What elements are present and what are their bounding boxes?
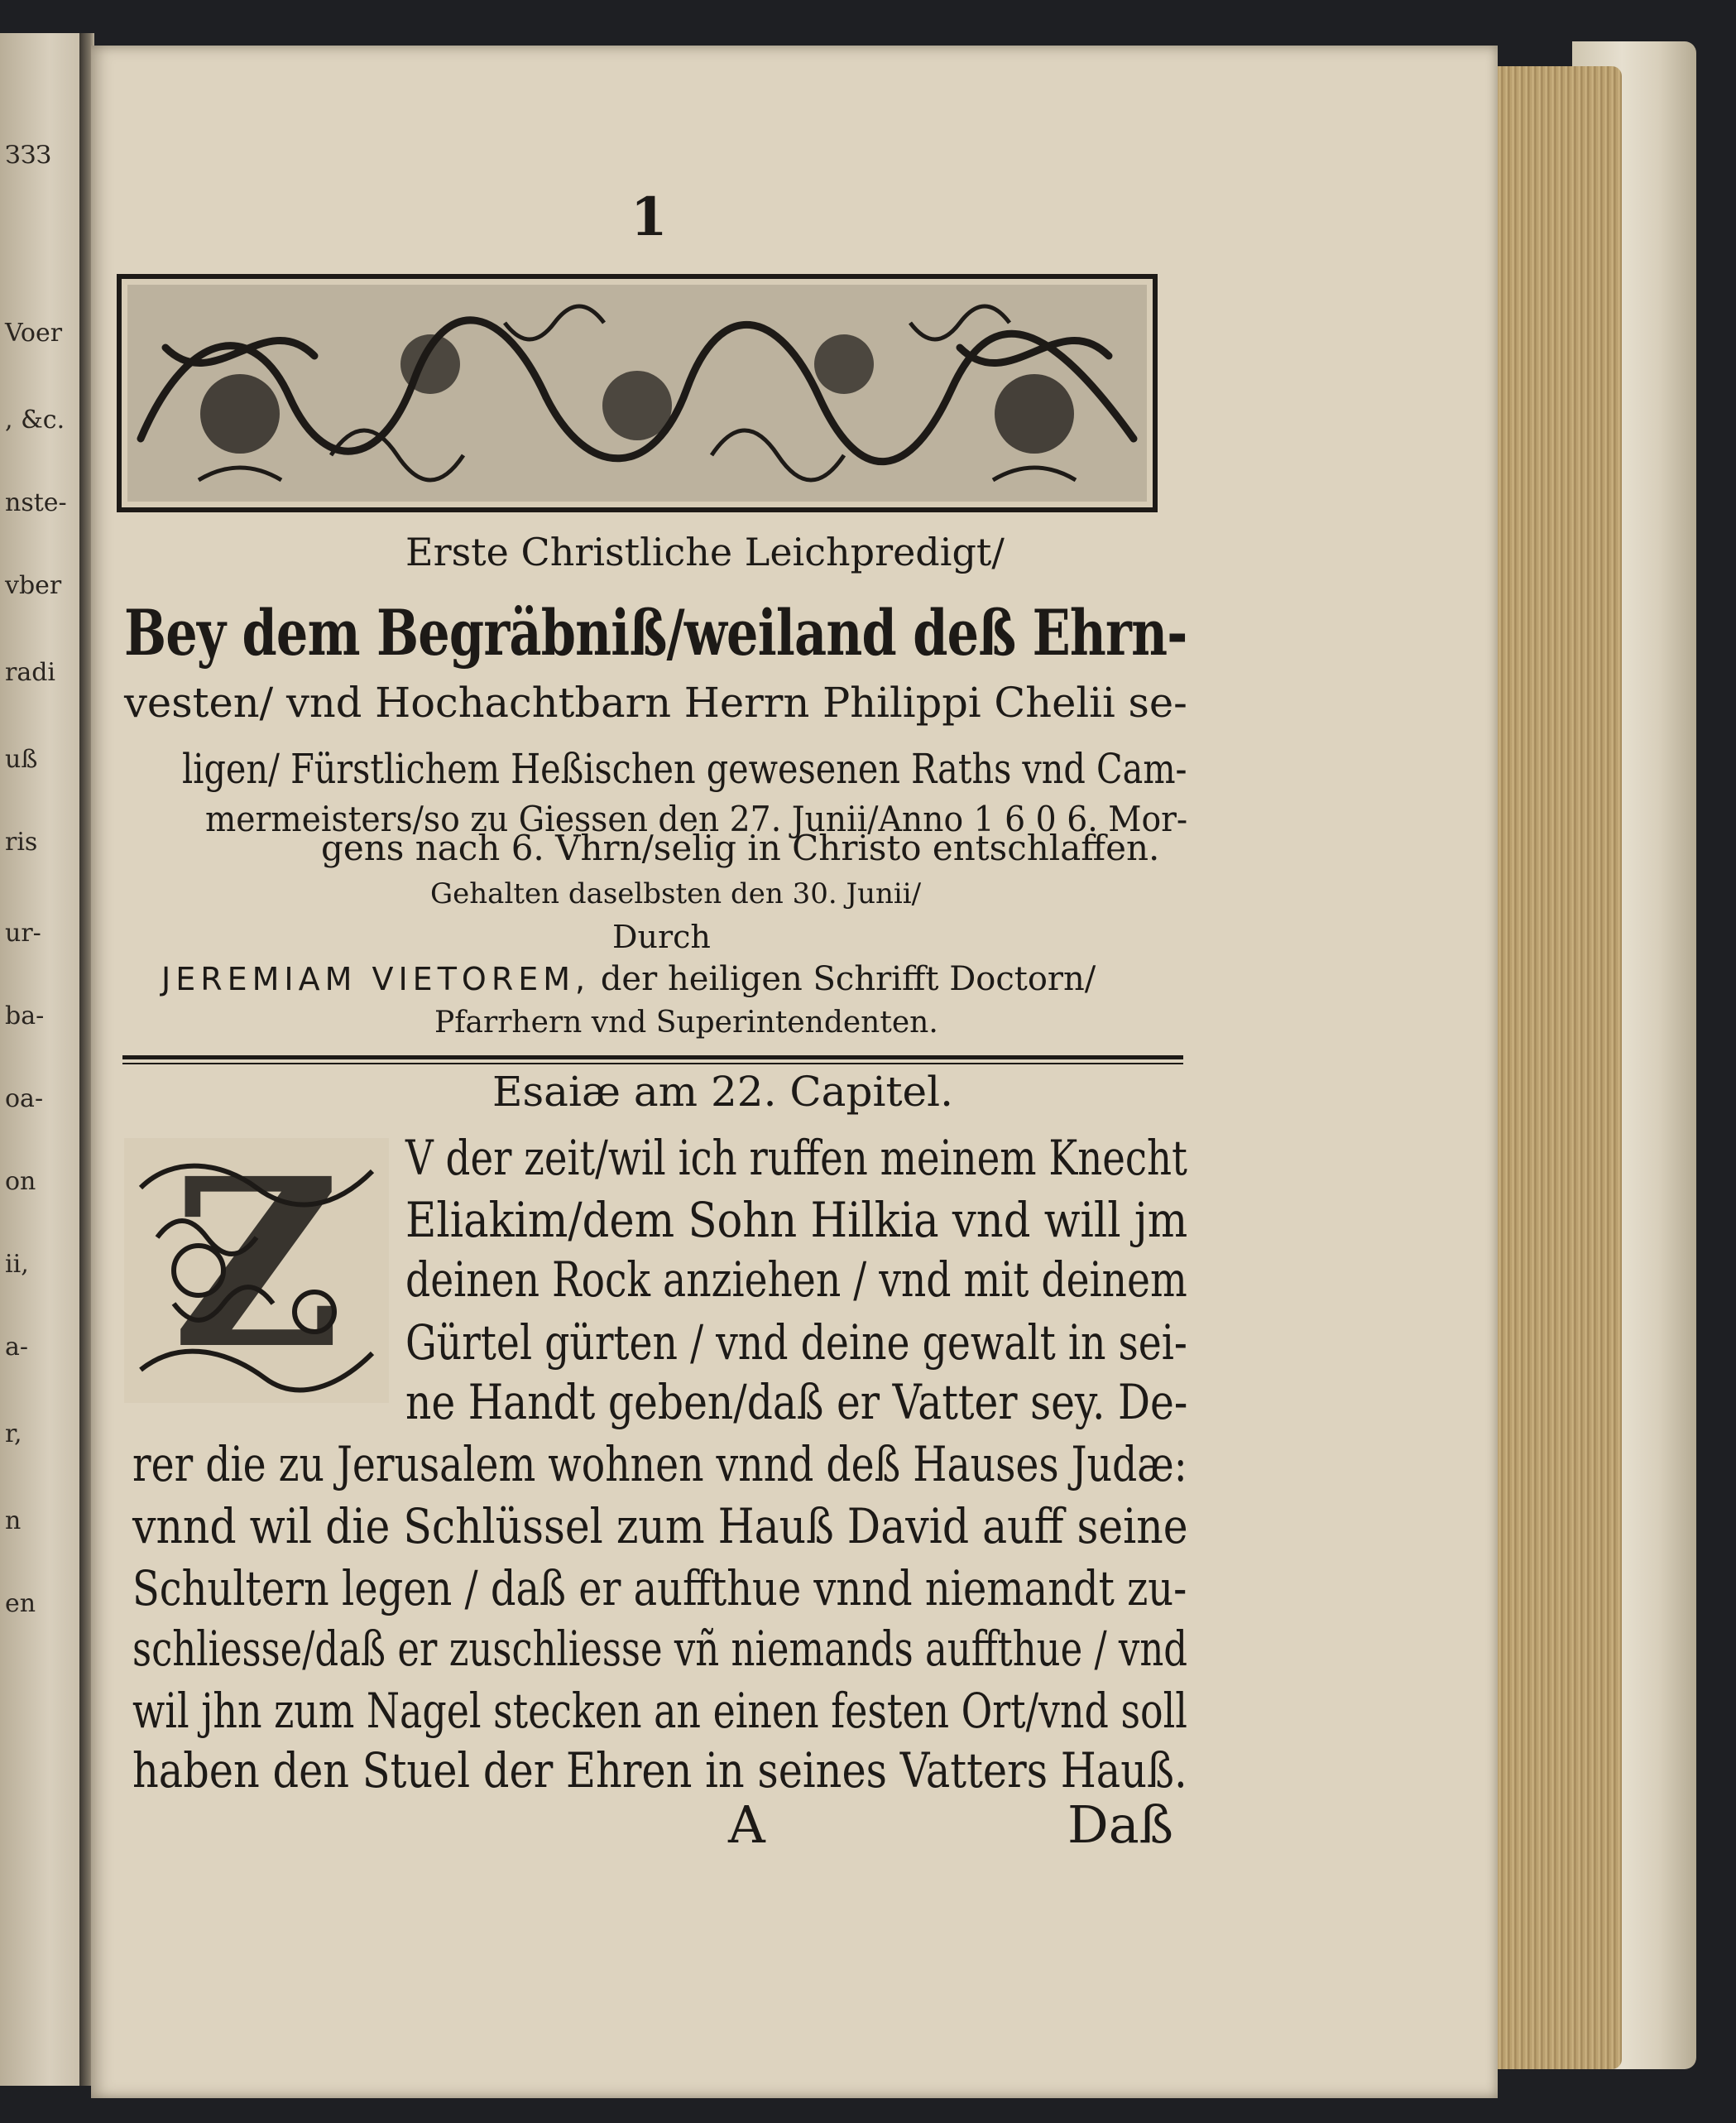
body-line: Gürtel gürten / vnd deine gewalt in sei- [405, 1314, 1187, 1371]
body-line: rer die zu Jerusalem wohnen vnnd deß Hauses Judæ: [132, 1436, 1187, 1492]
body-line: ne Handt geben/daß er Vatter sey. De- [405, 1374, 1188, 1430]
divider-rule [122, 1055, 1183, 1059]
left-page-fragment: vber [5, 571, 62, 600]
left-page-fragment: nste- [5, 488, 67, 517]
left-page-fragment: en [5, 1589, 36, 1618]
title-line: gens nach 6. Vhrn/selig in Christo entschlaffen. [321, 828, 1160, 868]
body-line: Eliakim/dem Sohn Hilkia vnd will jm [405, 1192, 1188, 1248]
body-line: vnnd wil die Schlüssel zum Hauß David auff seine [132, 1498, 1188, 1554]
title-line: mermeisters/so zu Giessen den 27. Junii/Anno 1 6 0 6. Mor- [205, 799, 1188, 839]
left-page-fragment: ris [5, 828, 38, 857]
left-page-fragment: Voer [5, 319, 63, 348]
left-page-fragment: , &c. [5, 406, 65, 435]
sermon-heading: Erste Christliche Leichpredigt/ [405, 530, 1005, 574]
body-line: schliesse/daß er zuschliesse vñ niemands auffthue / vnd [132, 1621, 1188, 1677]
left-page-fragment: n [5, 1506, 22, 1535]
title-line: ligen/ Fürstlichem Heßischen gewesenen Raths vnd Cam- [182, 745, 1187, 793]
body-line: wil jhn zum Nagel stecken an einen festen Ort/vnd soll [132, 1683, 1187, 1739]
left-page-fragment: radi [5, 658, 56, 687]
body-line: haben den Stuel der Ehren in seines Vatters Hauß. [132, 1742, 1187, 1799]
signature-mark: A [728, 1794, 765, 1855]
page-block-edges [1498, 66, 1622, 2069]
body-line: V der zeit/wil ich ruffen meinem Knecht [405, 1130, 1187, 1186]
title-line: vesten/ vnd Hochachtbarn Herrn Philippi Chelii se- [124, 679, 1187, 727]
body-line: deinen Rock anziehen / vnd mit deinem [405, 1251, 1187, 1308]
body-line: Schultern legen / daß er auffthue vnnd niemandt zu- [132, 1560, 1187, 1616]
page-number: 1 [631, 186, 668, 248]
catchword: Daß [1067, 1794, 1174, 1855]
held-date-line: Gehalten daselbsten den 30. Junii/ [430, 877, 922, 910]
author-title: der heiligen Schrifft Doctorn/ [600, 960, 1096, 998]
left-page-fragment: uß [5, 745, 38, 774]
ornamental-headpiece [116, 273, 1158, 513]
left-page-fragment: ii, [5, 1250, 29, 1279]
divider-rule [122, 1063, 1183, 1064]
chapter-reference: Esaiæ am 22. Capitel. [492, 1068, 954, 1116]
left-page-fragment: ur- [5, 919, 41, 948]
author-name: JEREMIAM VIETOREM, [161, 961, 591, 997]
initial-letter: Z [171, 1138, 342, 1400]
left-page-fragment: oa- [5, 1084, 44, 1113]
left-page-fragment: ЗЗЗ [5, 141, 52, 170]
left-facing-page [0, 33, 83, 2086]
author-office: Pfarrhern vnd Superintendenten. [434, 1006, 938, 1040]
by-line: Durch [612, 919, 711, 955]
decorated-initial [124, 1138, 389, 1403]
left-page-fragment: ba- [5, 1001, 45, 1030]
title-line: Bey dem Begräbniß/weiland deß Ehrn- [124, 596, 1187, 670]
left-page-fragment: on [5, 1167, 36, 1196]
left-page-fragment: a- [5, 1333, 29, 1362]
left-page-fragment: r, [5, 1419, 22, 1448]
author-line [161, 960, 1096, 998]
